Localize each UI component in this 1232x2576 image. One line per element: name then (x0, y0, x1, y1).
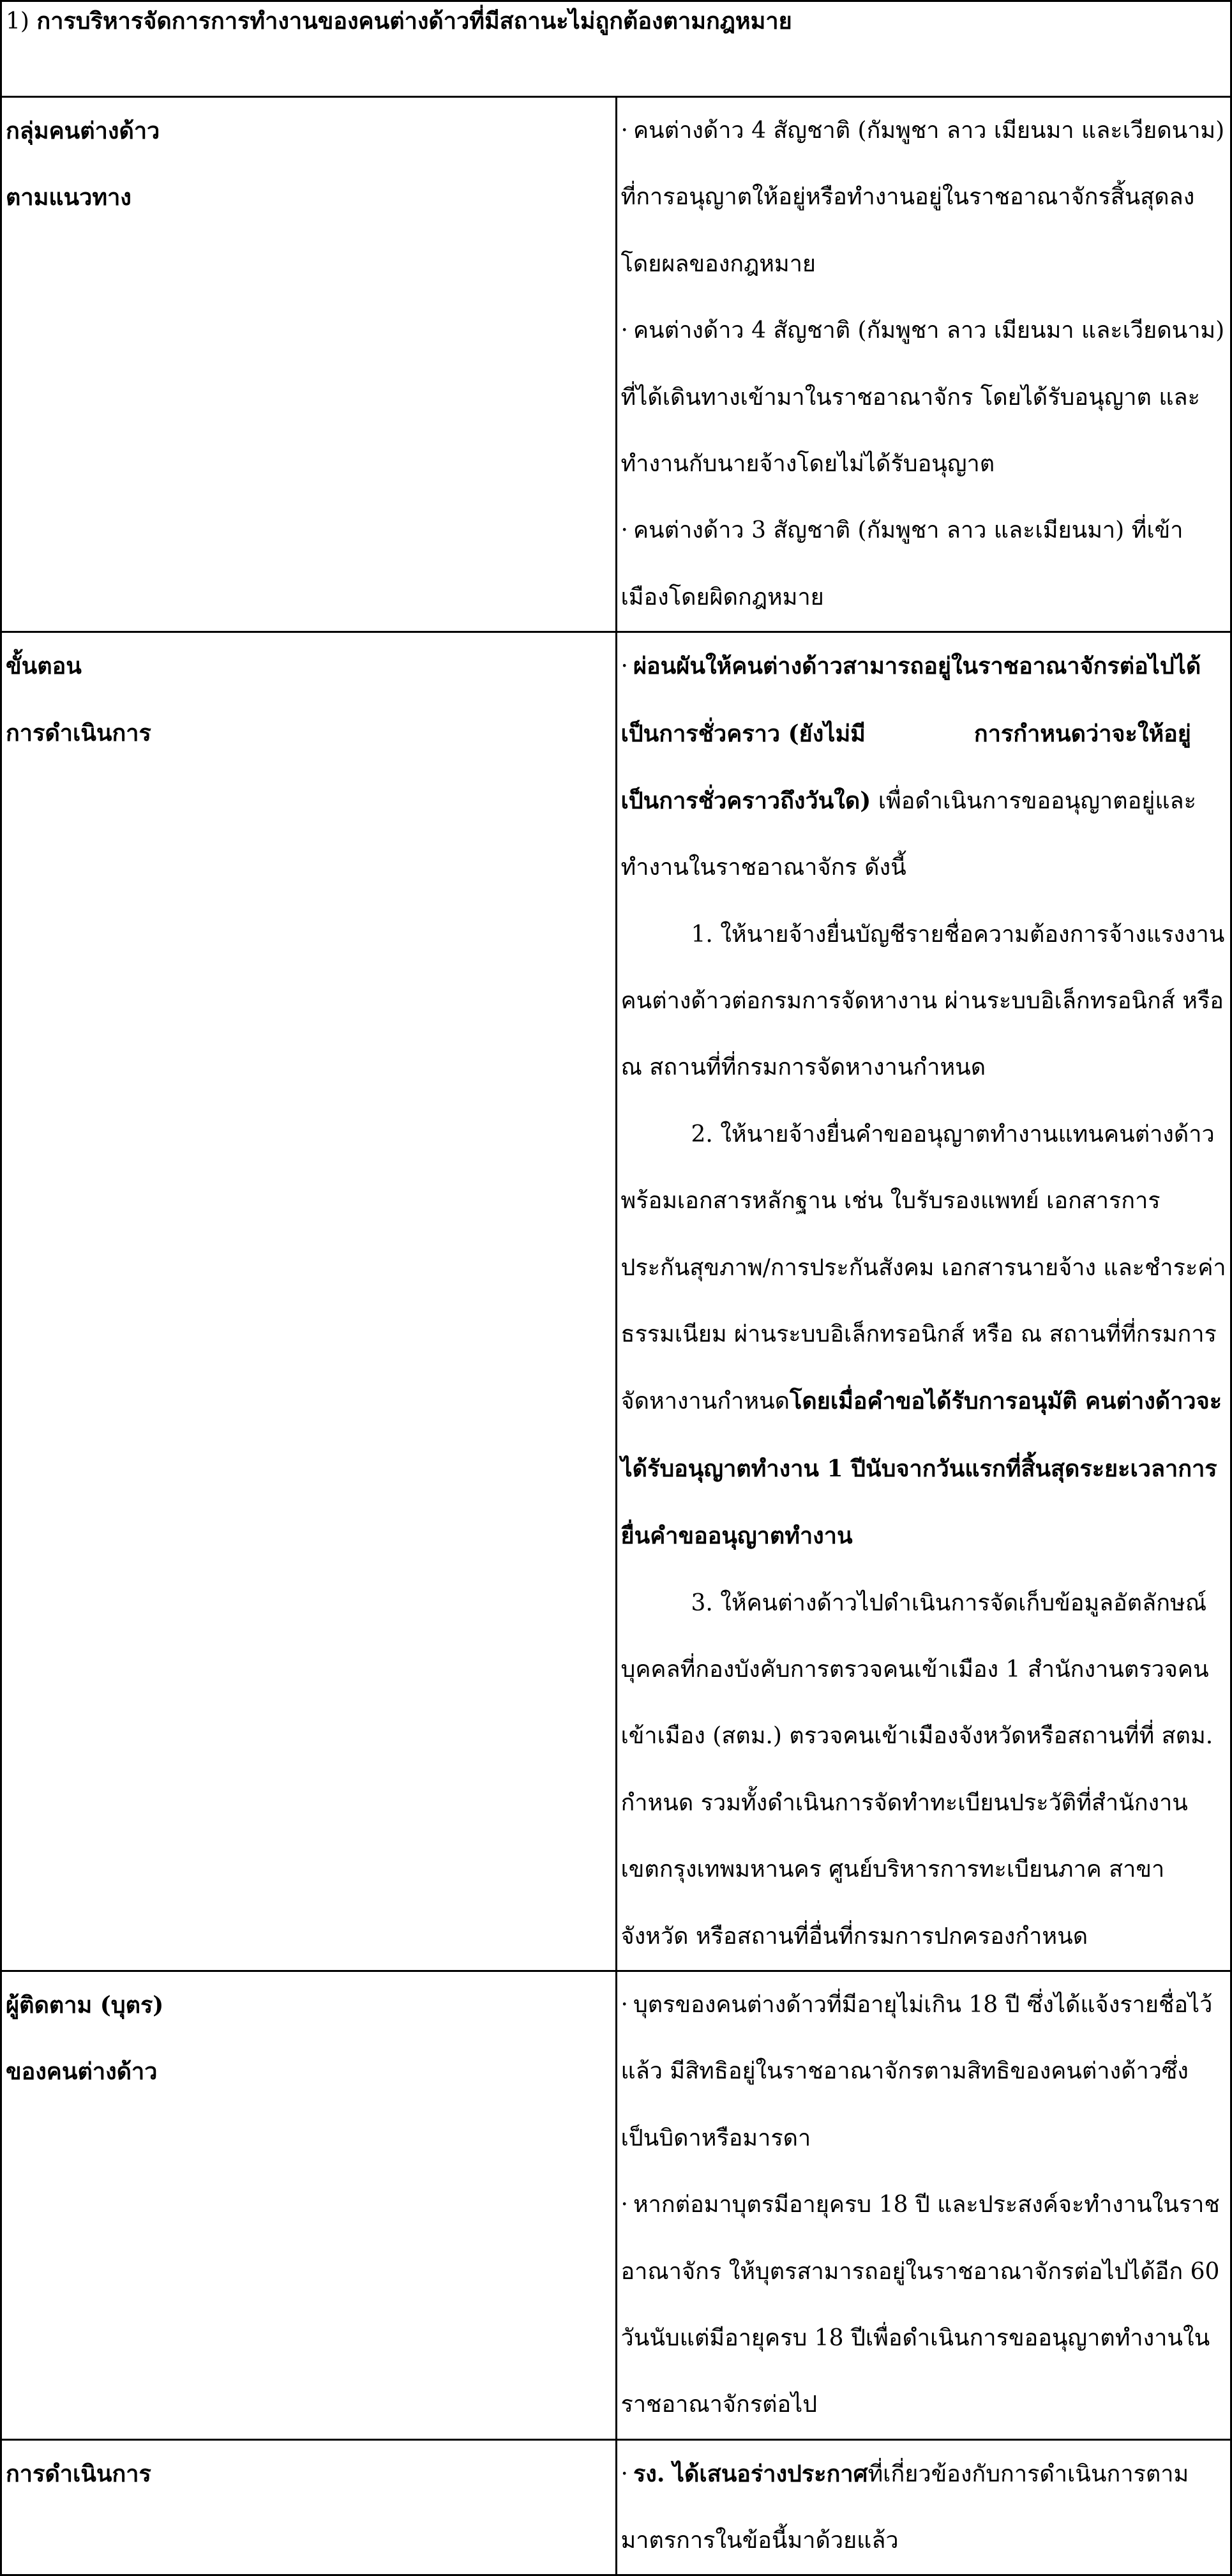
bullet-icon: · (620, 2460, 628, 2487)
bullet-icon: · (620, 317, 628, 344)
label-line: ของคนต่างด้าว (6, 2058, 158, 2086)
table-row (1, 1971, 1231, 2439)
bullet-icon: · (620, 1991, 628, 2018)
label-line: กลุ่มคนต่างด้าว (6, 117, 160, 144)
label-line: ขั้นตอน (6, 653, 82, 680)
row-content-dependents (616, 1971, 1231, 2439)
label-line: ตามแนวทาง (6, 184, 131, 211)
procedure-intro: · ผ่อนผันให้คนต่างด้าวสามารถอยู่ในราชอาณาจักรต่อไปได้เป็นการชั่วคราว (ยังไม่มี การกำหนดว่าจะให้อยู่เป็นการชั่วคราวถึงวันใด) เพื่อดำเนินการขออนุญาตอยู่และทำงานในราชอาณาจักร ดังนี้ (620, 653, 1201, 881)
list-item: · บุตรของคนต่างด้าวที่มีอายุไม่เกิน 18 ปี ซึ่งได้แจ้งรายชื่อไว้แล้ว มีสิทธิอยู่ในราชอาณาจักรตามสิทธิของคนต่างด้าวซึ่งเป็นบิดาหรือมารดา (620, 1991, 1213, 2151)
list-item: · คนต่างด้าว 4 สัญชาติ (กัมพูชา ลาว เมียนมา และเวียดนาม) ที่การอนุญาตให้อยู่หรือทำงานอยู่ในราชอาณาจักรสิ้นสุดลงโดยผลของกฎหมาย (620, 117, 1225, 277)
row-content-procedure (616, 632, 1231, 1971)
list-item: · รง. ได้เสนอร่างประกาศที่เกี่ยวข้องกับการดำเนินการตามมาตรการในข้อนี้มาด้วยแล้ว (620, 2460, 1189, 2554)
row-content-action (616, 2439, 1231, 2575)
bullet-icon: · (620, 517, 628, 544)
table-row (1, 632, 1231, 1971)
bullet-icon: · (620, 117, 628, 144)
table-row (1, 97, 1231, 632)
list-item: · คนต่างด้าว 4 สัญชาติ (กัมพูชา ลาว เมียนมา และเวียดนาม) ที่ได้เดินทางเข้ามาในราชอาณาจักร โดยได้รับอนุญาต และทำงานกับนายจ้างโดยไม่ได้รับอนุญาต (620, 317, 1225, 477)
section-number: 1) (6, 8, 29, 34)
section-title: การบริหารจัดการการทำงานของคนต่างด้าวที่มีสถานะไม่ถูกต้องตามกฎหมาย (36, 8, 792, 34)
table-row (1, 2439, 1231, 2575)
row-label-dependents (1, 1971, 617, 2439)
row-label-group (1, 97, 617, 632)
procedure-step-2: 2. ให้นายจ้างยื่นคำขออนุญาตทำงานแทนคนต่างด้าว พร้อมเอกสารหลักฐาน เช่น ใบรับรองแพทย์ เอกสารการประกันสุขภาพ/การประกันสังคม เอกสารนายจ้าง และชำระค่าธรรมเนียม ผ่านระบบอิเล็กทรอนิกส์ หรือ ณ สถานที่ที่กรมการจัดหางานกำหนดโดยเมื่อคำขอได้รับการอนุมัติ คนต่างด้าวจะได้รับอนุญาตทำงาน 1 ปีนับจากวันแรกที่สิ้นสุดระยะเวลาการยื่นคำขออนุญาตทำงาน (620, 1121, 1226, 1550)
procedure-step-3: 3. ให้คนต่างด้าวไปดำเนินการจัดเก็บข้อมูลอัตลักษณ์บุคคลที่กองบังคับการตรวจคนเข้าเมือง 1 สำนักงานตรวจคนเข้าเมือง (สตม.) ตรวจคนเข้าเมืองจังหวัดหรือสถานที่ที่ สตม. กำหนด รวมทั้งดำเนินการจัดทำทะเบียนประวัติที่สำนักงานเขตกรุงเทพมหานคร ศูนย์บริหารการทะเบียนภาค สาขาจังหวัด หรือสถานที่อื่นที่กรมการปกครองกำหนด (620, 1589, 1213, 1950)
list-item: · คนต่างด้าว 3 สัญชาติ (กัมพูชา ลาว และเมียนมา) ที่เข้าเมืองโดยผิดกฎหมาย (620, 517, 1183, 610)
label-line: การดำเนินการ (6, 719, 151, 746)
procedure-step-1: 1. ให้นายจ้างยื่นบัญชีรายชื่อความต้องการจ้างแรงงานคนต่างด้าวต่อกรมการจัดหางาน ผ่านระบบอิเล็กทรอนิกส์ หรือ ณ สถานที่ที่กรมการจัดหางานกำหนด (620, 921, 1225, 1081)
label-line: การดำเนินการ (6, 2460, 151, 2487)
section-heading (1, 1, 1231, 97)
row-label-procedure (1, 632, 617, 1971)
row-label-action (1, 2439, 617, 2575)
bullet-icon: · (620, 2192, 628, 2218)
row-content-group (616, 97, 1231, 632)
label-line: ผู้ติดตาม (บุตร) (6, 1991, 164, 2019)
bullet-icon: · (620, 653, 628, 680)
list-item: · หากต่อมาบุตรมีอายุครบ 18 ปี และประสงค์จะทำงานในราชอาณาจักร ให้บุตรสามารถอยู่ในราชอาณาจักรต่อไปได้อีก 60 วันนับแต่มีอายุครบ 18 ปีเพื่อดำเนินการขออนุญาตทำงานในราชอาณาจักรต่อไป (620, 2192, 1220, 2418)
